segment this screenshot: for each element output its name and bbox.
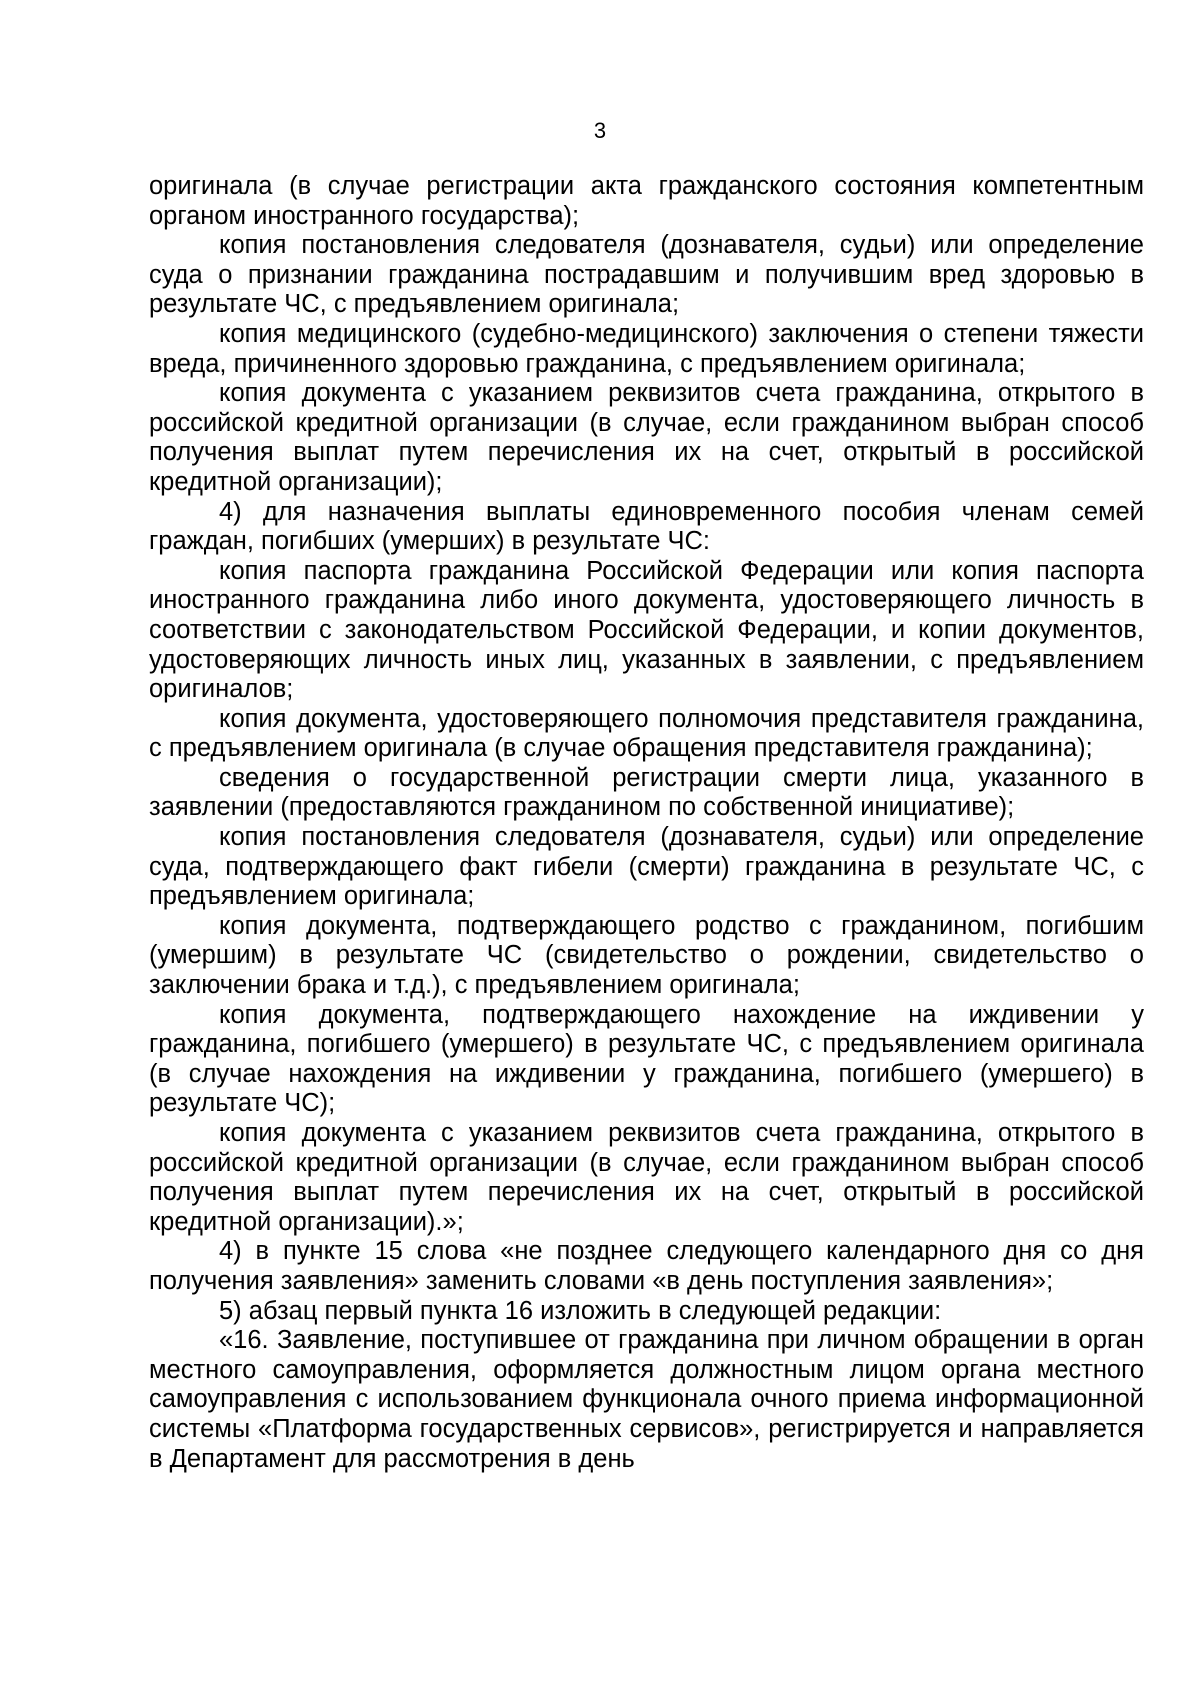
paragraph: 5) абзац первый пункта 16 изложить в следующей редакции: [219,1296,942,1325]
paragraph: копия документа, подтверждающего нахождение на иждивении у гражданина, погибшего (умершего) в результате ЧС, с предъявлением оригинала (в случае нахождения на иждивении у гражданина, погибшего (умершего) в результате ЧС); [149,1000,1144,1118]
paragraph: копия постановления следователя (дознавателя, судьи) или определение суда о признании гражданина пострадавшим и получившим вред здоровью в результате ЧС, с предъявлением оригинала; [149,231,1144,319]
paragraph: копия медицинского (судебно-медицинского) заключения о степени тяжести вреда, причиненного здоровью гражданина, с предъявлением оригинала; [149,319,1144,378]
paragraph: оригинала (в случае регистрации акта гражданского состояния компетентным органом иностранного государства); [149,172,1144,230]
paragraph: 4) в пункте 15 слова «не позднее следующего календарного дня со дня получения заявления» заменить словами «в день поступления заявления»; [149,1237,1144,1295]
paragraph: копия паспорта гражданина Российской Федерации или копия паспорта иностранного гражданина либо иного документа, удостоверяющего личность в соответствии с законодательством Российской Федерации, и копии документов, удостоверяющих личность иных лиц, указанных в заявлении, с предъявлением оригиналов; [149,556,1144,704]
paragraph: «16. Заявление, поступившее от гражданина при личном обращении в орган местного самоуправления, оформляется должностным лицом органа местного самоуправления с использованием функционала очного приема информационной системы «Платформа государственных сервисов», регистрируется и направляется в Департамент для рассмотрения в день [149,1326,1144,1473]
paragraph: копия документа с указанием реквизитов счета гражданина, открытого в российской кредитной организации (в случае, если гражданином выбран способ получения выплат путем перечисления их на счет, открытый в российской кредитной организации).»; [149,1119,1144,1236]
paragraph: копия документа, удостоверяющего полномочия представителя гражданина, с предъявлением оригинала (в случае обращения представителя гражданина); [149,704,1144,763]
paragraph: сведения о государственной регистрации смерти лица, указанного в заявлении (предоставляются гражданином по собственной инициативе); [149,763,1144,822]
page-number: 3 [593,118,607,143]
paragraph: копия документа, подтверждающего родство с гражданином, погибшим (умершим) в результате ЧС (свидетельство о рождении, свидетельство о заключении брака и т.д.), с предъявлением оригинала; [149,911,1144,1000]
paragraph: 4) для назначения выплаты единовременного пособия членам семей граждан, погибших (умерших) в результате ЧС: [149,497,1144,556]
paragraph: копия документа с указанием реквизитов счета гражданина, открытого в российской кредитной организации (в случае, если гражданином выбран способ получения выплат путем перечисления их на счет, открытый в российской кредитной организации); [149,379,1144,496]
paragraph: копия постановления следователя (дознавателя, судьи) или определение суда, подтверждающего факт гибели (смерти) гражданина в результате ЧС, с предъявлением оригинала; [149,823,1144,911]
document-body [149,172,1144,1474]
